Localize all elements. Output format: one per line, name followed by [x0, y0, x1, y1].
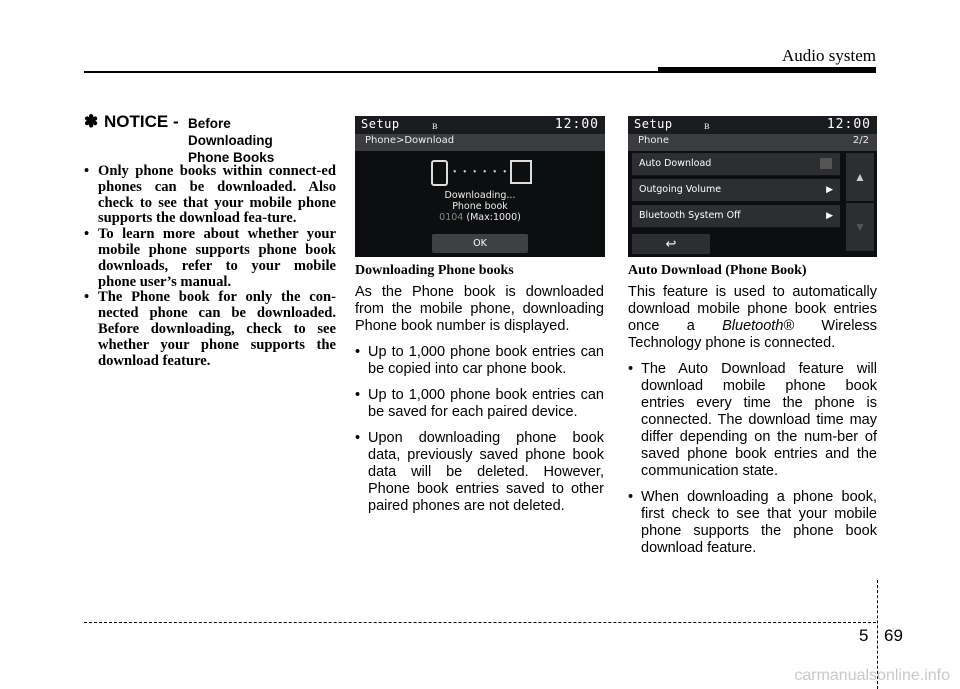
downloading-section: [355, 263, 604, 524]
list-item: • Up to 1,000 phone book entries can be copied into car phone book.: [355, 344, 604, 377]
list-item: • Upon downloading phone book data, previously saved phone book data will be deleted. However, Phone book entries saved to other paired phones are not deleted.: [355, 430, 604, 514]
auto-download-item[interactable]: Auto Download: [632, 153, 840, 176]
header-rule: [84, 71, 876, 73]
section-bullets: [355, 344, 604, 515]
section-caption: Downloading Phone books: [355, 263, 514, 278]
progress-dots: • • • • • •: [453, 167, 509, 178]
bluetooth-icon: ʙ: [432, 118, 438, 132]
contact-icon: [510, 160, 532, 184]
header-title: Audio system: [782, 46, 876, 65]
notice-star-icon: ✽: [84, 112, 99, 131]
chapter-number: 5: [859, 626, 869, 645]
arrow-right-icon: ▶: [826, 210, 833, 220]
screen-breadcrumb-bar: [355, 134, 605, 151]
screen-breadcrumb: Phone: [638, 135, 669, 146]
list-item: • The Phone book for only the con-nected phone can be downloaded. Before downloading, check to see whether your phone supports the download feature.: [84, 289, 336, 369]
bluetooth-system-off-item[interactable]: Bluetooth System Off ▶: [632, 205, 840, 228]
section-intro: This feature is used to automatically download mobile phone book entries once a Bluetooth® Wireless Technology phone is connected.: [628, 284, 877, 351]
screen-breadcrumb-bar: [628, 134, 877, 151]
screen-title: Setup: [361, 117, 400, 131]
notice-label: NOTICE -: [104, 112, 179, 131]
mobile-phone-icon: [431, 160, 448, 186]
list-item: • When downloading a phone book, first check to see that your mobile phone supports the phone book download feature.: [628, 489, 877, 556]
screen-breadcrumb: Phone>Download: [365, 135, 455, 146]
outgoing-volume-item[interactable]: Outgoing Volume ▶: [632, 179, 840, 202]
checkbox-icon: [820, 158, 832, 169]
list-item: • Only phone books within connect-ed phones can be downloaded. Also check to see that your mobile phone supports the download fea-ture.: [84, 163, 336, 227]
list-item: • Up to 1,000 phone book entries can be saved for each paired device.: [355, 387, 604, 420]
auto-download-section: [628, 263, 877, 566]
downloading-status: Downloading... Phone book 0104 (Max:1000): [439, 190, 521, 223]
notice-bullets: [84, 164, 336, 369]
ok-button[interactable]: OK: [432, 234, 528, 253]
screen-titlebar: [355, 116, 605, 134]
watermark: carmanualsonline.info: [794, 667, 950, 684]
arrow-right-icon: ▶: [826, 184, 833, 194]
list-item: • The Auto Download feature will download mobile phone book entries every time the phone is connected. The download time may differ depending on the num-ber of saved phone book entries and the communication state.: [628, 361, 877, 479]
phone-settings-screen-image: [628, 116, 877, 257]
footer-rule: [84, 622, 876, 623]
page-number: 69: [884, 626, 903, 645]
scroll-up-button[interactable]: ▲: [846, 153, 874, 201]
section-intro: As the Phone book is downloaded from the mobile phone, downloading Phone book number is displayed.: [355, 284, 604, 334]
back-button[interactable]: ↩: [632, 234, 710, 254]
notice-subtitle: Before Downloading Phone Books: [188, 116, 275, 165]
notice-column: [84, 112, 336, 369]
screen-clock: 12:00: [554, 117, 599, 132]
section-caption: Auto Download (Phone Book): [628, 263, 807, 278]
screen-title: Setup: [634, 117, 673, 131]
scroll-down-button[interactable]: ▼: [846, 203, 874, 251]
download-screen-image: [355, 116, 605, 257]
bluetooth-icon: ʙ: [704, 118, 710, 132]
section-bullets: [628, 361, 877, 557]
screen-clock: 12:00: [826, 117, 871, 132]
screen-titlebar: [628, 116, 877, 134]
page-indicator: 2/2: [852, 135, 869, 146]
list-item: • To learn more about whether your mobile phone supports phone book downloads, refer to your mobile phone user’s manual.: [84, 226, 336, 290]
notice-heading: [84, 112, 336, 164]
